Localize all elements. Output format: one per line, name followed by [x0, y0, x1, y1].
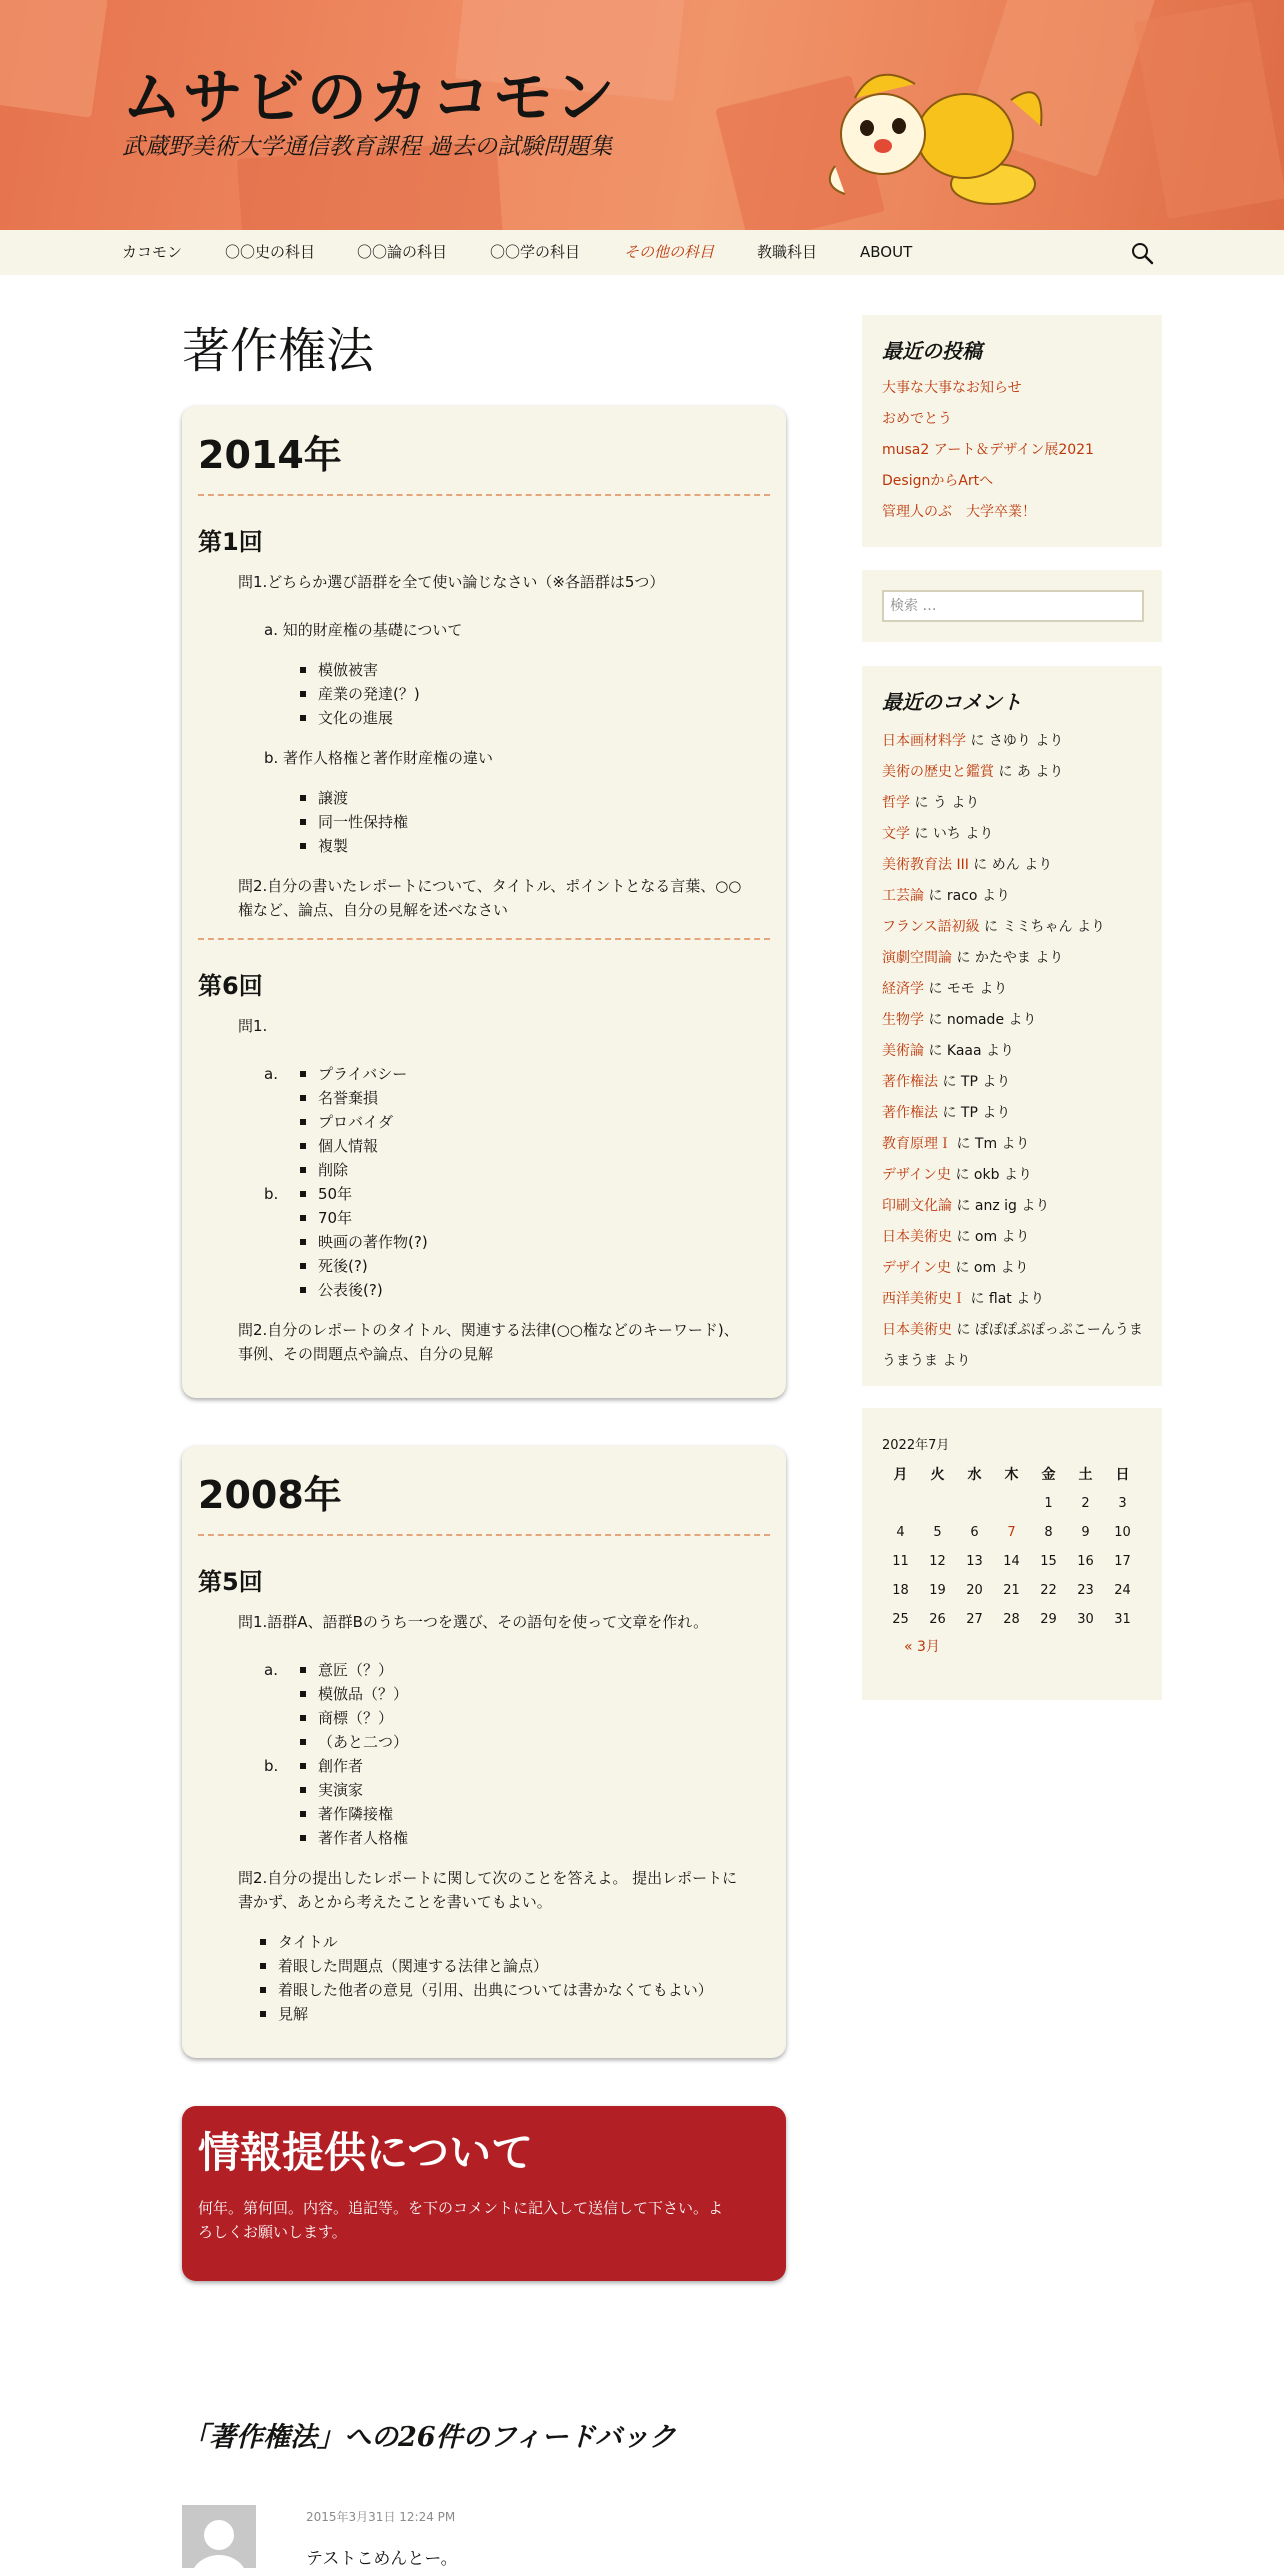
list-item: 50年	[318, 1182, 352, 1206]
question-text: 問2.自分の書いたレポートについて、タイトル、ポイントとなる言葉、○○	[238, 877, 742, 895]
comment-text: テストこめんとー。	[306, 2549, 458, 2568]
calendar-weekday: 水	[967, 1467, 982, 1483]
calendar-weekday: 土	[1078, 1467, 1093, 1483]
recent-comment-post-link[interactable]: 日本美術史	[882, 1322, 952, 1338]
comments-title: 「著作権法」への26件のフィードバック	[182, 2422, 676, 2453]
question-text: 問2.自分のレポートのタイトル、関連する法律(○○権などのキーワード)、	[238, 1321, 739, 1339]
dashed-divider	[198, 1534, 770, 1536]
recent-comment-post-link[interactable]: デザイン史	[882, 1167, 952, 1183]
recent-post-link[interactable]: おめでとう	[882, 411, 952, 427]
calendar-day: 3	[1118, 1496, 1127, 1511]
recent-comment-post-link[interactable]: 生物学	[882, 1012, 924, 1028]
recent-comment-item	[882, 1222, 1144, 1253]
calendar-day: 17	[1114, 1554, 1131, 1569]
recent-comment-author: に raco より	[924, 888, 1010, 904]
nav-item-kakomon[interactable]: カコモン	[122, 243, 183, 261]
year-card-2014	[182, 406, 786, 1398]
recent-comment-author: に ミミちゃん より	[979, 919, 1105, 935]
header-background-book	[1134, 1, 1284, 219]
dashed-divider	[198, 938, 770, 940]
recent-comment-item	[882, 943, 1144, 974]
recent-comment-item	[882, 1067, 1144, 1098]
nav-item-about[interactable]: ABOUT	[860, 243, 913, 261]
site-title-link[interactable]: ムサビのカコモン	[122, 63, 617, 133]
calendar-prev-month-link[interactable]: « 3月	[904, 1639, 940, 1655]
recent-comment-author: に TP より	[938, 1105, 1011, 1121]
main-navigation	[0, 230, 1284, 275]
calendar-day: 21	[1003, 1583, 1020, 1598]
calendar-day-link[interactable]: 7	[1007, 1525, 1016, 1540]
search-input[interactable]	[882, 590, 1144, 622]
recent-post-link[interactable]: musa2 アート＆デザイン展2021	[882, 442, 1094, 458]
recent-comment-item	[882, 1253, 1144, 1284]
recent-comment-item	[882, 1315, 1144, 1377]
info-request-card	[182, 2106, 786, 2281]
calendar-day: 24	[1114, 1583, 1131, 1598]
year-card-2008	[182, 1446, 786, 2058]
question-text: 権など、論点、自分の見解を述べなさい	[238, 901, 509, 919]
dashed-divider	[198, 494, 770, 496]
question-text: 問1.語群A、語群Bのうち一つを選び、その語句を使って文章を作れ。	[238, 1613, 709, 1631]
recent-comment-post-link[interactable]: 美術の歴史と鑑賞	[882, 764, 994, 780]
recent-comment-item	[882, 726, 1144, 757]
nav-item-history-subjects[interactable]: 〇〇史の科目	[225, 243, 316, 261]
recent-comment-item	[882, 1191, 1144, 1222]
year-heading: 2014年	[198, 433, 342, 477]
list-item: 実演家	[318, 1778, 363, 1802]
recent-comment-author: に う より	[910, 795, 980, 811]
list-item: 同一性保持権	[318, 810, 408, 834]
list-marker: b.	[264, 1185, 279, 1203]
calendar-day: 1	[1044, 1496, 1053, 1511]
calendar-day: 20	[966, 1583, 983, 1598]
nav-item-other-subjects[interactable]: その他の科目	[624, 243, 715, 261]
list-item: 産業の発達(？)	[318, 682, 420, 706]
calendar-day: 6	[970, 1525, 979, 1540]
page-title: 著作権法	[182, 323, 375, 379]
list-item: 個人情報	[318, 1134, 378, 1158]
recent-comment-author: に nomade より	[924, 1012, 1037, 1028]
calendar-weekday: 木	[1004, 1467, 1019, 1483]
calendar-day: 14	[1003, 1554, 1020, 1569]
recent-comment-item	[882, 974, 1144, 1005]
recent-comment-post-link[interactable]: 日本美術史	[882, 1229, 952, 1245]
recent-comment-post-link[interactable]: フランス語初級	[882, 919, 980, 935]
calendar-caption: 2022年7月	[882, 1438, 950, 1453]
recent-comment-author: に いち より	[910, 826, 994, 842]
list-item: 着眼した他者の意見（引用、出典については書かなくてもよい）	[278, 1978, 713, 2002]
list-item: 文化の進展	[318, 706, 393, 730]
recent-comment-post-link[interactable]: 経済学	[882, 981, 924, 997]
recent-comment-item	[882, 912, 1144, 943]
calendar-day: 18	[892, 1583, 909, 1598]
recent-comment-post-link[interactable]: 著作権法	[882, 1074, 938, 1090]
calendar-day: 9	[1081, 1525, 1090, 1540]
recent-comment-author: に om より	[951, 1260, 1029, 1276]
recent-comment-post-link[interactable]: 演劇空間論	[882, 950, 952, 966]
info-text	[198, 2196, 770, 2244]
default-avatar-icon	[182, 2505, 256, 2568]
search-widget	[862, 570, 1162, 642]
recent-post-link[interactable]: DesignからArtへ	[882, 473, 994, 489]
recent-comment-author: に ぽぽぽぷぽっぷこーんうまうまうま より	[882, 1322, 1143, 1369]
recent-comment-item	[882, 881, 1144, 912]
recent-comment-author: に Kaaa より	[924, 1043, 1015, 1059]
list-item: （あと二つ）	[318, 1730, 408, 1754]
calendar-day: 29	[1040, 1612, 1057, 1627]
group-label: b. 著作人格権と著作財産権の違い	[264, 749, 494, 767]
recent-post-link[interactable]: 大事な大事なお知らせ	[882, 380, 1022, 396]
recent-comment-post-link[interactable]: 印刷文化論	[882, 1198, 952, 1214]
recent-comment-post-link[interactable]: デザイン史	[882, 1260, 952, 1276]
calendar-day: 11	[892, 1554, 909, 1569]
calendar-day: 26	[929, 1612, 946, 1627]
calendar-day: 30	[1077, 1612, 1094, 1627]
recent-comment-post-link[interactable]: 工芸論	[882, 888, 924, 904]
recent-comment-item	[882, 1098, 1144, 1129]
calendar-weekday: 日	[1115, 1467, 1130, 1483]
list-item: 着眼した問題点（関連する法律と論点）	[278, 1954, 548, 1978]
list-item: 70年	[318, 1206, 352, 1230]
calendar-day: 8	[1044, 1525, 1053, 1540]
calendar-day: 28	[1003, 1612, 1020, 1627]
list-item: 創作者	[318, 1754, 363, 1778]
group-label: a. 知的財産権の基礎について	[264, 621, 463, 639]
calendar-widget	[862, 1408, 1162, 1700]
round-heading: 第5回	[198, 1568, 263, 1596]
site-header	[0, 0, 1284, 230]
recent-comment-item	[882, 819, 1144, 850]
mascot-logo-icon	[815, 56, 1055, 216]
calendar-day: 31	[1114, 1612, 1131, 1627]
recent-comment-author: に Tm より	[952, 1136, 1030, 1152]
list-item: 見解	[278, 2002, 308, 2026]
list-marker: a.	[264, 1661, 278, 1679]
info-text-line: ろしくお願いします。	[198, 2223, 347, 2241]
calendar-day: 15	[1040, 1554, 1057, 1569]
calendar-day: 12	[929, 1554, 946, 1569]
recent-comment-post-link[interactable]: 著作権法	[882, 1105, 938, 1121]
recent-comment-post-link[interactable]: 美術論	[882, 1043, 924, 1059]
recent-comment-post-link[interactable]: 教育原理Ｉ	[882, 1136, 952, 1152]
calendar-day: 5	[933, 1525, 942, 1540]
recent-comment-item	[882, 788, 1144, 819]
list-item: 模倣被害	[318, 658, 378, 682]
nav-item-theory-subjects[interactable]: 〇〇論の科目	[357, 243, 448, 261]
header-background-book	[0, 0, 108, 118]
avatar	[182, 2505, 256, 2568]
question-text: 問1.どちらか選び語群を全て使い論じなさい（※各語群は5つ）	[238, 573, 665, 591]
list-item: 複製	[318, 834, 348, 858]
nav-item-teaching-subjects[interactable]: 教職科目	[757, 243, 818, 261]
round-heading: 第6回	[198, 972, 263, 1000]
info-title: 情報提供について	[198, 2128, 534, 2177]
calendar-day: 27	[966, 1612, 983, 1627]
recent-comment-post-link[interactable]: 哲学	[882, 795, 910, 811]
calendar-day: 2	[1081, 1496, 1090, 1511]
list-item: 著作隣接権	[318, 1802, 393, 1826]
list-item: 名誉棄損	[318, 1086, 378, 1110]
recent-comment-author: に flat より	[966, 1291, 1045, 1307]
list-item: 映画の著作物(?)	[318, 1230, 428, 1254]
list-item: 商標（？）	[318, 1706, 393, 1730]
question-text: 書かず、あとから考えたことを書いてもよい。	[238, 1893, 552, 1911]
list-marker: b.	[264, 1757, 279, 1775]
list-marker: a.	[264, 1065, 278, 1083]
list-item: プライバシー	[318, 1062, 407, 1086]
recent-posts-widget	[862, 315, 1162, 547]
recent-comment-author: に okb より	[951, 1167, 1032, 1183]
recent-comment-author: に モモ より	[924, 981, 1008, 997]
list-item: 模倣品（？）	[318, 1682, 408, 1706]
recent-comment-author: に om より	[952, 1229, 1030, 1245]
recent-comment-item	[882, 1036, 1144, 1067]
widget-title: 最近のコメント	[882, 690, 1022, 714]
recent-comment-item	[882, 757, 1144, 788]
recent-comment-author: に TP より	[938, 1074, 1011, 1090]
calendar-day: 19	[929, 1583, 946, 1598]
question-text: 問2.自分の提出したレポートに関して次のことを答えよ。 提出レポートに	[238, 1869, 738, 1887]
recent-comment-post-link[interactable]: 西洋美術史Ｉ	[882, 1291, 966, 1307]
list-item: 著作者人格権	[318, 1826, 408, 1850]
site-description: 武蔵野美術大学通信教育課程 過去の試験問題集	[122, 134, 613, 160]
recent-comment-post-link[interactable]: 美術教育法 III	[882, 857, 969, 873]
list-item: 削除	[318, 1158, 348, 1182]
comment-date-link[interactable]: 2015年3月31日 12:24 PM	[306, 2510, 456, 2524]
recent-comment-item	[882, 1160, 1144, 1191]
year-heading: 2008年	[198, 1473, 342, 1517]
question-text: 問1.	[238, 1017, 268, 1035]
list-item: 意匠（？）	[318, 1658, 393, 1682]
list-item: 公表後(?)	[318, 1278, 383, 1302]
recent-comments-widget	[862, 666, 1162, 1386]
widget-title: 最近の投稿	[882, 339, 982, 363]
question-text: 事例、その問題点や論点、自分の見解	[238, 1345, 494, 1363]
calendar-day: 22	[1040, 1583, 1057, 1598]
recent-comment-item	[882, 1284, 1144, 1315]
search-icon[interactable]	[1130, 241, 1154, 265]
recent-comment-item	[882, 1005, 1144, 1036]
calendar-day: 23	[1077, 1583, 1094, 1598]
calendar-day: 25	[892, 1612, 909, 1627]
recent-comment-author: に めん より	[968, 857, 1053, 873]
recent-comment-author: に anz ig より	[952, 1198, 1050, 1214]
list-item: タイトル	[278, 1930, 338, 1954]
recent-comment-author: に さゆり より	[966, 733, 1064, 749]
calendar-weekday: 月	[893, 1467, 908, 1483]
recent-comment-item	[882, 1129, 1144, 1160]
calendar-day: 13	[966, 1554, 983, 1569]
calendar-weekday: 金	[1041, 1467, 1056, 1483]
info-text-line: 何年。第何回。内容。追記等。を下のコメントに記入して送信して下さい。よ	[198, 2199, 724, 2217]
recent-comment-item	[882, 850, 1144, 881]
recent-comment-author: に かたやま より	[952, 950, 1064, 966]
calendar-weekday: 火	[930, 1467, 945, 1483]
calendar-day: 16	[1077, 1554, 1094, 1569]
calendar-day: 4	[896, 1525, 905, 1540]
recent-comment-post-link[interactable]: 文学	[882, 826, 910, 842]
calendar-day: 10	[1114, 1525, 1131, 1540]
nav-item-studies-subjects[interactable]: 〇〇学の科目	[490, 243, 581, 261]
recent-comment-author: に あ より	[994, 764, 1064, 780]
recent-post-link[interactable]: 管理人のぶ 大学卒業！	[882, 504, 1036, 520]
list-item: 譲渡	[318, 786, 348, 810]
list-item: プロバイダ	[318, 1110, 393, 1134]
recent-comment-post-link[interactable]: 日本画材料学	[882, 733, 966, 749]
list-item: 死後(?)	[318, 1254, 368, 1278]
round-heading: 第1回	[198, 528, 263, 556]
